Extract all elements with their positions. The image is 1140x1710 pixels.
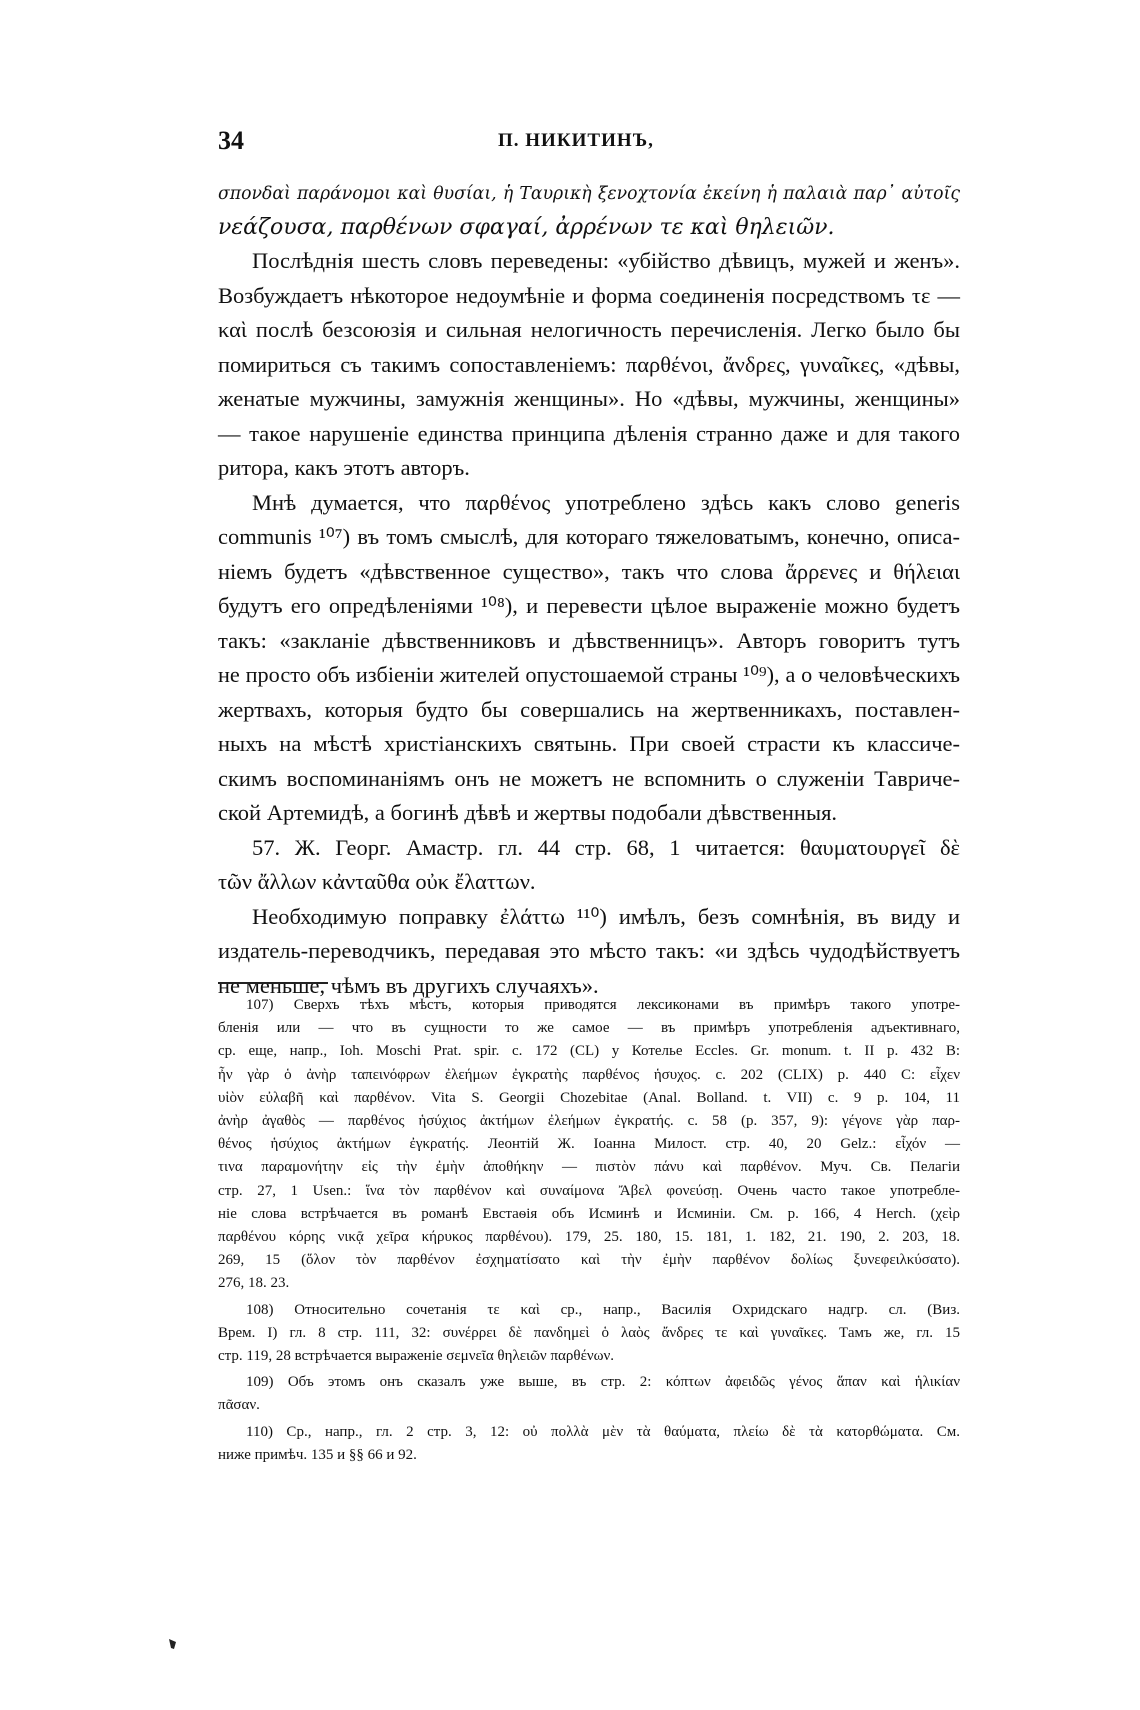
text-line: σπονδαὶ παράνομοι καὶ θυσίαι, ἡ Ταυρικὴ ξενοχτονία ἐκείνη ἡ παλαιὰ παρ᾽ αὐτοῖς bbox=[218, 184, 960, 204]
text-line: будутъ его опредѣленіями ¹⁰⁸), и перевести цѣлое выраженіе можно будетъ bbox=[218, 593, 960, 618]
footnote-line: ниже примѣч. 135 и §§ 66 и 92. bbox=[218, 1446, 417, 1463]
text-line: издатель-переводчикъ, передавая это мѣсто такъ: «и здѣсь чудодѣйствуетъ bbox=[218, 938, 960, 963]
footnote-line: ніе слова встрѣчается въ романѣ Евстаѳія объ Исминѣ и Исминіи. См. p. 166, 4 Herch. (χεὶρ bbox=[218, 1205, 960, 1222]
text-line: скимъ воспоминаніямъ онъ не можетъ не вспомнить о служеніи Тавриче- bbox=[218, 765, 960, 791]
page-header bbox=[218, 120, 958, 160]
text-line: ской Артемидѣ, а богинѣ дѣвѣ и жертвы подобали дѣвственныя. bbox=[218, 800, 838, 825]
footnote-line: 108) Относительно сочетанія τε καὶ ср., напр., Василія Охридскаго надгр. сл. (Виз. bbox=[246, 1301, 960, 1318]
footnote-line: υἱὸν εὐλαβῆ καὶ παρθένον. Vita S. Georgii Chozebitae (Anal. Bolland. t. VII) c. 9 p. 104, 11 bbox=[218, 1089, 960, 1106]
footnote-separator bbox=[218, 982, 328, 984]
text-line: τῶν ἄλλων κἀνταῦθα οὐκ ἔλαττων. bbox=[218, 869, 536, 894]
footnote-line: 109) Объ этомъ онъ сказалъ уже выше, въ стр. 2: κόπτων ἀφειδῶς γένος ἅπαν καὶ ἡλικίαν bbox=[246, 1374, 960, 1391]
print-mark-icon bbox=[168, 1638, 178, 1650]
text-line: помириться съ такимъ сопоставленіемъ: παρθένοι, ἄνδρες, γυναῖκες, «дѣвы, bbox=[218, 351, 960, 377]
footnote-line: 269, 15 (ὅλον τὸν παρθένον ἐσχηματίσατο καὶ τὴν ἐμὴν παρθένον δολίως ξυνεφειλκύσατο). bbox=[218, 1252, 960, 1269]
text-line: — такое нарушеніе единства принципа дѣленія странно даже и для такого bbox=[218, 420, 960, 446]
text-line: жертвахъ, которыя будто бы совершались на жертвенникахъ, поставлен- bbox=[218, 696, 960, 722]
footnote-line: 110) Ср., напр., гл. 2 стр. 3, 12: οὐ πολλὰ μὲν τὰ θαύματα, πλείω δὲ τὰ κατορθώματα. См. bbox=[246, 1423, 960, 1440]
footnote-line: πᾶσαν. bbox=[218, 1397, 260, 1414]
footnote-line: ср. еще, напр., Ioh. Moschi Prat. spir. c. 172 (CL) у Котелье Eccles. Gr. monum. t. II p. 432 B: bbox=[218, 1043, 960, 1060]
main-text bbox=[218, 178, 960, 1003]
footnotes bbox=[218, 994, 960, 1467]
running-head: П. НИКИТИНЪ, bbox=[498, 130, 654, 151]
text-line: не просто объ избіеніи жителей опустошаемой страны ¹⁰⁹), а о человѣческихъ bbox=[218, 662, 960, 687]
text-line: νεάζουσα, παρθένων σφαγαί, ἀρρένων τε καὶ θηλειῶν. bbox=[218, 215, 835, 240]
text-line: Возбуждаетъ нѣкоторое недоумѣніе и форма соединенія посредствомъ τε — bbox=[218, 282, 960, 308]
text-line: 57. Ж. Георг. Амастр. гл. 44 стр. 68, 1 читается: θαυματουργεῖ δὲ bbox=[252, 834, 960, 860]
text-line: женатые мужчины, замужнія женщины». Но «дѣвы, мужчины, женщины» bbox=[218, 386, 960, 411]
text-line: не меньше, чѣмъ въ другихъ случаяхъ». bbox=[218, 972, 599, 998]
text-line: Послѣднія шесть словъ переведены: «убійство дѣвицъ, мужей и женъ». bbox=[252, 248, 960, 273]
text-line: Мнѣ думается, что παρθένος употреблено здѣсь какъ слово generis bbox=[252, 489, 960, 515]
footnote-line: τινα παραμονήτην εἰς τὴν ἐμὴν ἀποθήκην — πιστὸν πάνυ καὶ παρθένον. Муч. Св. Пелагіи bbox=[218, 1159, 960, 1176]
footnote-line: ἦν γὰρ ὁ ἀνὴρ ταπεινόφρων ἐλεήμων ἐγκρατὴς παρθένος ἡσυχος. c. 202 (CLIX) p. 440 C: εἶχεν bbox=[218, 1066, 960, 1083]
footnote-line: 107) Сверхъ тѣхъ мѣстъ, которыя приводятся лексиконами въ примѣръ такого употре- bbox=[246, 997, 960, 1013]
footnote-line: бленія или — что въ сущности то же самое — въ примѣръ употребленія адъективнаго, bbox=[218, 1020, 960, 1037]
text-line: ныхъ на мѣстѣ христіанскихъ святынь. При своей страсти къ классиче- bbox=[218, 731, 960, 756]
text-line: Необходимую поправку ἐλάττω ¹¹⁰) имѣлъ, безъ сомнѣнія, въ виду и bbox=[252, 903, 960, 929]
footnote-line: παρθένου κόρης νικᾷ χεῖρα κήρυκος παρθένου). 179, 25. 180, 15. 181, 1. 182, 21. 190, 2. 203, 18. bbox=[218, 1229, 960, 1246]
text-line: такъ: «закланіе дѣвственниковъ и дѣвственницъ». Авторъ говоритъ тутъ bbox=[218, 627, 960, 653]
footnote-line: Врем. I) гл. 8 стр. 111, 32: συνέρρει δὲ πανδημεὶ ὁ λαὸς ἄνδρες τε καὶ γυναῖκες. Тамъ же, гл. 15 bbox=[218, 1324, 960, 1341]
footnote-line: θένος ἡσύχιος ἀκτήμων ἐγκρατής. Леонтій Ж. Іоанна Милост. стр. 40, 20 Gelz.: εἶχόν — bbox=[218, 1136, 960, 1153]
text-line: ритора, какъ этотъ авторъ. bbox=[218, 455, 470, 480]
text-line: ніемъ будетъ «дѣвственное существо», такъ что слова ἄρρενες и θήλειαι bbox=[218, 558, 960, 584]
footnote-line: 276, 18. 23. bbox=[218, 1275, 290, 1292]
page-number: 34 bbox=[218, 126, 244, 155]
text-line: communis ¹⁰⁷) въ томъ смыслѣ, для котораго тяжеловатымъ, конечно, описа- bbox=[218, 524, 960, 549]
footnote-line: ἀνὴρ ἀγαθὸς — παρθένος ἡσύχιος ἀκτήμων ἐλεήμων ἐγκρατής. c. 58 (p. 357, 9): γέγονε γὰρ παρ- bbox=[218, 1113, 960, 1130]
text-line: καὶ послѣ безсоюзія и сильная нелогичность перечисленія. Легко было бы bbox=[218, 317, 960, 342]
footnote-line: стр. 27, 1 Usen.: ἵνα τὸν παρθένον καὶ συναίμονα Ἄβελ φονεύσῃ. Очень часто такое употребле- bbox=[218, 1182, 960, 1199]
footnote-line: стр. 119, 28 встрѣчается выраженіе σεμνεῖα θηλειῶν παρθένων. bbox=[218, 1348, 615, 1365]
